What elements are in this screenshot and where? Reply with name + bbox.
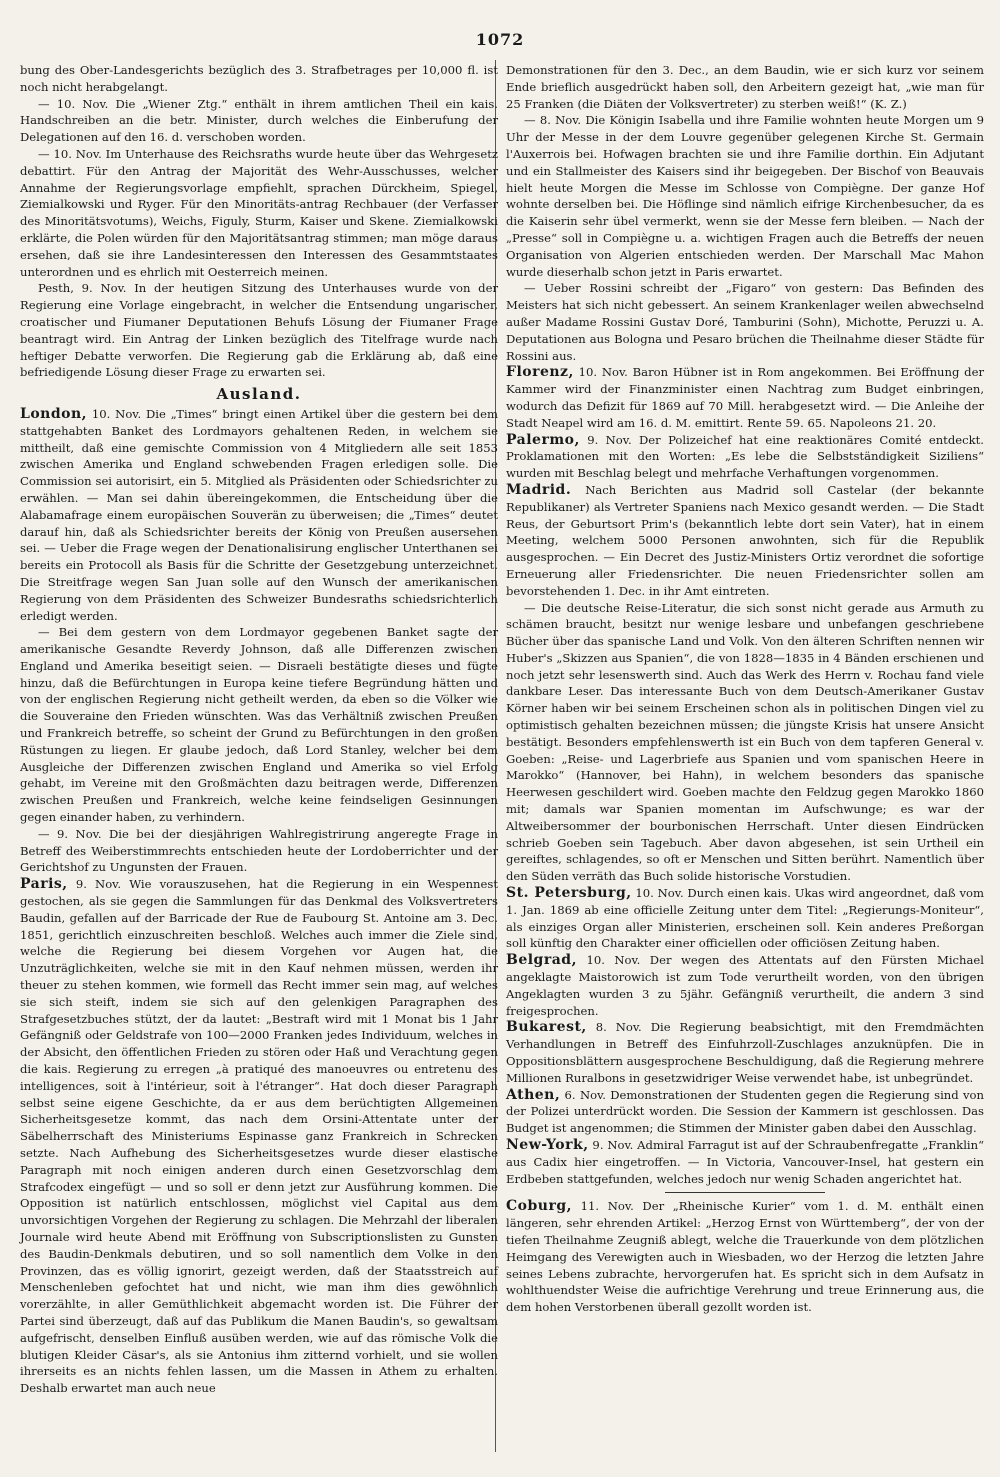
article-paragraph: — Die deutsche Reise-Literatur, die sich sonst nicht gerade aus Armuth zu schämen braucht, besitzt nur wenige lesbare und unbefangen geschriebene Bücher über das spanische Land und Volk. Von den älteren Schriften nennen wir Huber's „Skizzen aus Spanien“, die von 1828—1835 in 4 Bänden erschienen und noch jetzt sehr lesenswerth sind. Auch das Werk des Herrn v. Rochau fand viele dankbare Leser. Das interessante Buch von dem Deutsch-Amerikaner Gustav Körner haben wir bei seinem Erscheinen schon als in politischen Dingen viel zu optimistisch gehalten bezeichnen müssen; die jüngste Krisis hat unsere Ansicht bestätigt. Besonders empfehlenswerth ist ein Buch von dem tapferen General v. Goeben: „Reise- und Lagerbriefe aus Spanien und vom spanischen Heere in Marokko“ (Hannover, bei Hahn), in welchem besonders das spanische Heerwesen geschildert wird. Goeben machte den Feldzug gegen Marokko 1860 mit; damals war Spanien momentan im Aufschwunge; es war der Altweibersommer der bourbonischen Herrschaft. Unter diesen Eindrücken schrieb Goeben sein Tagebuch. Aber davon abgesehen, ist sein Urtheil ein gereiftes, schlagendes, so oft er Menschen und Sitten berührt. Namentlich über den Süden verräth das Buch solide historische Vorstudien.: [506, 600, 984, 884]
article-paragraph: — 8. Nov. Die Königin Isabella und ihre Familie wohnten heute Morgen um 9 Uhr der Messe in der dem Louvre gegenüber gelegenen Kirche St. Germain l'Auxerrois bei. Hofwagen brachten sie und ihre Familie dorthin. Ein Adjutant und ein Stallmeister des Kaisers sind ihr beigegeben. Der Bischof von Beauvais hielt heute Morgen die Messe im Schlosse von Compiègne. Der ganze Hof wohnte derselben bei. Die Höflinge sind nämlich eifrige Kirchenbesucher, da es die Kaiserin sehr übel vermerkt, wenn sie der Messe fern bleiben. — Nach der „Presse“ soll in Compiègne u. a. wichtigen Fragen auch die Betreffs der neuen Organisation von Algerien entschieden werden. Der Marschall Mac Mahon wurde dieserhalb schon jetzt in Paris erwartet.: [506, 113, 984, 279]
article-athen: [506, 1087, 984, 1137]
dateline-place: Palermo,: [506, 431, 580, 448]
article-text: 11. Nov. Der „Rheinische Kurier“ vom 1. d. M. enthält einen längeren, sehr ehrenden Artikel: „Herzog Ernst von Württemberg“, der von der tiefen Theilnahme Zeugniß ablegt, welche die Trauerkunde von dem plötzlichen Heimgang des Verewigten auch in Wiesbaden, wo der Herzog die letzten Jahre seines Lebens zubrachte, hervorgerufen hat. Es spricht sich in dem Aufsatz in wohlthuendster Weise die aufrichtige Verehrung und treue Erinnerung aus, die dem hohen Verstorbenen überall gezollt worden ist.: [506, 1199, 984, 1315]
article-paragraph: Demonstrationen für den 3. Dec., an dem Baudin, wie er sich kurz vor seinem Ende brieflich ausgedrückt haben soll, den Arbeitern gezeigt hat, „wie man für 25 Franken (die Diäten der Volksvertreter) zu sterben weiß!“ (K. Z.): [506, 63, 984, 111]
article-paragraph: — Ueber Rossini schreibt der „Figaro“ von gestern: Das Befinden des Meisters hat sich nicht gebessert. An seinem Krankenlager weilen abwechselnd außer Madame Rossini Gustav Doré, Tamburini (Sohn), Michotte, Peruzzi u. A. Deputationen aus Bologna und Pesaro brüchen die Theilnahme dieser Städte für Rossini aus.: [506, 281, 984, 363]
article-paragraph: bung des Ober-Landesgerichts bezüglich des 3. Strafbetrages per 10,000 fl. ist noch nicht herabgelangt.: [20, 63, 498, 94]
dateline-place: Florenz,: [506, 364, 574, 381]
dateline-place: St. Petersburg,: [506, 885, 632, 902]
article-paragraph: — 9. Nov. Die bei der diesjährigen Wahlregistrirung angeregte Frage in Betreff des Weiberstimmrechts entschieden heute der Lordoberrichter und der Gerichtshof zu Ungunsten der Frauen.: [20, 826, 498, 875]
dateline-place: Bukarest,: [506, 1019, 587, 1036]
article-petersburg: [506, 885, 984, 952]
article-paragraph: Pesth, 9. Nov. In der heutigen Sitzung des Unterhauses wurde von der Regierung eine Vorlage eingebracht, in welcher die Entsendung ungarischer, croatischer und Fiumaner Deputationen Behufs Lösung der Fiumaner Frage beantragt wird. Ein Antrag der Linken bezüglich des Titelfrage wurde nach heftiger Debatte verworfen. Die Regierung gab die Erklärung ab, daß eine befriedigende Lösung dieser Frage zu erwarten sei.: [20, 281, 498, 380]
dateline-place: Athen,: [506, 1086, 561, 1103]
article-text: 10. Nov. Der wegen des Attentats auf den Fürsten Michael angeklagte Maistorowich ist zum Tode verurtheilt worden, von den übrigen Angeklagten wurden 3 zu 5jähr. Gefängniß verurtheilt, die andern 3 sind freigesprochen.: [506, 953, 984, 1018]
article-text: Nach Berichten aus Madrid soll Castelar (der bekannte Republikaner) als Vertreter Spaniens nach Mexico gesandt werden. — Die Stadt Reus, der Geburtsort Prim's (bekanntlich lebte dort sein Vater), hat in einem Meeting, welchem 5000 Personen anwohnten, sich für die Republik ausgesprochen. — Ein Decret des Justiz-Ministers Ortiz verordnet die sofortige Erneuerung aller Friedensrichter. Die neuen Friedensrichter sollen am bevorstehenden 1. Dec. in ihr Amt eintreten.: [506, 482, 984, 598]
article-palermo: [506, 432, 984, 482]
article-paragraph: — 10. Nov. Im Unterhause des Reichsraths wurde heute über das Wehrgesetz debattirt. Für den Antrag der Majorität des Wehr-Ausschusses, welcher Annahme der Regierungsvorlage empfiehlt, sprachen Dürckheim, Spiegel, Ziemialkowski und Ryger. Für den Minoritäts-antrag Rechbauer (der Verfasser des Minoritätsvotums), Weichs, Figuly, Sturm, Kaiser und Skene. Ziemialkowski erklärte, die Polen würden für den Majoritätsantrag stimmen; man möge daraus ersehen, daß sie ihre Landesinteressen den Interessen des Gesammtstaates unterordnen und es ehrlich mit Oesterreich meinen.: [20, 146, 498, 279]
dateline-place: New-York,: [506, 1137, 589, 1153]
article-text: 9. Nov. Admiral Farragut ist auf der Schraubenfregatte „Franklin“ aus Cadix hier eingetroffen. — In Victoria, Vancouver-Insel, hat gestern ein Erdbeben stattgefunden, welches jedoch nur wenig Schaden angerichtet hat.: [506, 1138, 984, 1186]
article-florenz: [506, 364, 984, 431]
article-coburg: [506, 1198, 984, 1316]
dateline-place: Coburg,: [506, 1198, 572, 1215]
right-column: [506, 62, 984, 1316]
article-text: 10. Nov. Baron Hübner ist in Rom angekommen. Bei Eröffnung der Kammer wird der Finanzminister einen Nachtrag zum Budget einbringen, wodurch das Defizit für 1869 auf 70 Mill. herabgesetzt wird. — Die Anleihe der Stadt Neapel wird am 16. d. M. emittirt. Rente 59. 65. Napoleons 21. 20.: [506, 365, 984, 430]
article-bukarest: [506, 1019, 984, 1086]
dateline-place: London,: [20, 405, 88, 422]
article-paragraph: — Bei dem gestern von dem Lordmayor gegebenen Banket sagte der amerikanische Gesandte Reverdy Johnson, daß alle Differenzen zwischen England und Amerika beseitigt seien. — Disraeli bestätigte dieses und fügte hinzu, daß die Befürchtungen in Europa keine tiefere Begründung hätten und von der englischen Regierung nicht getheilt werden, da eben so die Völker wie die Souveraine den Frieden wünschten. Was das Verhältniß zwischen Preußen und Frankreich betreffe, so scheint der Grund zu Befürchtungen in den großen Rüstungen zu liegen. Er glaube jedoch, daß Lord Stanley, welcher bei dem Ausgleiche der Differenzen zwischen England und Amerika so viel Erfolg gehabt, im Vereine mit den Großmächten dazu beitragen werde, Differenzen zwischen Preußen und Frankreich, welche keine feindseligen Gesinnungen gegen einander haben, zu verhindern.: [20, 625, 498, 825]
article-text: 10. Nov. Die „Times“ bringt einen Artikel über die gestern bei dem stattgehabten Banket des Lordmayors gehaltenen Reden, in welchem sie mittheilt, daß eine gemischte Commission von 4 Mitgliedern alle seit 1853 zwischen Amerika und England schwebenden Fragen erledigen solle. Die Commission sei autorisirt, ein 5. Mitglied als Präsidenten oder Schiedsrichter zu erwählen. — Man sei dahin übereingekommen, die Entscheidung über die Alabamafrage einem europäischen Souverän zu überweisen; die „Times“ deutet darauf hin, daß als Schiedsrichter bereits der König von Preußen ausersehen sei. — Ueber die Frage wegen der Denationalisirung englischer Unterthanen sei bereits ein Protocoll als Basis für die Schritte der Gesetzgebung unterzeichnet. Die Streitfrage wegen San Juan solle auf den Wunsch der amerikanischen Regierung von dem Präsidenten des Schweizer Bundesraths schiedsrichterlich erledigt werden.: [20, 406, 498, 623]
dateline-place: Madrid.: [506, 481, 572, 498]
article-paris: [20, 876, 498, 1397]
article-paragraph: — 10. Nov. Die „Wiener Ztg.“ enthält in ihrem amtlichen Theil ein kais. Handschreiben an die betr. Minister, durch welches die Einberufung der Delegationen auf den 16. d. verschoben worden.: [20, 96, 498, 145]
article-text: 10. Nov. Durch einen kais. Ukas wird angeordnet, daß vom 1. Jan. 1869 ab eine officielle Zeitung unter dem Titel: „Regierungs-Moniteur“, als einziges Organ aller Ministerien, erscheinen soll. Kein anderes Preßorgan soll künftig den Charakter einer officiellen oder officiösen Zeitung haben.: [506, 886, 984, 951]
article-madrid: [506, 482, 984, 600]
article-london: [20, 406, 498, 624]
article-belgrad: [506, 952, 984, 1019]
article-text: 9. Nov. Der Polizeichef hat eine reaktionäres Comité entdeckt. Proklamationen mit den Worten: „Es lebe die Selbstständigkeit Siziliens“ wurden mit Beschlag belegt und mehrfache Verhaftungen vorgenommen.: [506, 432, 984, 481]
article-text: 6. Nov. Demonstrationen der Studenten gegen die Regierung sind von der Polizei unterdrückt worden. Die Session der Kammern ist geschlossen. Das Budget ist angenommen; die Stimmen der Minister gaben dabei den Ausschlag.: [506, 1087, 984, 1136]
article-text: 9. Nov. Wie vorauszusehen, hat die Regierung in ein Wespennest gestochen, als sie gegen die Sammlungen für das Denkmal des Volksvertreters Baudin, gefallen auf der Barricade der Rue de Faubourg St. Antoine am 3. Dec. 1851, gerichtlich einzuschreiten beschloß. Welches auch immer die Ziele sind, welche die Regierung bei diesem Vorgehen vor Augen hat, die Unzuträglichkeiten, welche sie mit in den Kauf nehmen müssen, werden ihr theuer zu stehen kommen, wie formell das Recht immer sein mag, auf welches sie sich steift, indem sie sich auf den gelenkigen Paragraphen des Strafgesetzbuches stützt, der da lautet: „Bestraft wird mit 1 Monat bis 1 Jahr Gefängniß oder Geldstrafe von 100—2000 Franken jedes Individuum, welches in der Absicht, den öffentlichen Frieden zu stören oder Haß und Verachtung gegen die kais. Regierung zu erregen „à pratiqué des manoeuvres ou entretenu des intelligences, soit à l'intérieur, soit à l'étranger“. Hat doch dieser Paragraph selbst seine eigene Geschichte, da er aus dem berüchtigten Allgemeinen Sicherheitsgesetze kommt, das nach dem Orsini-Attentate unter der Säbelherrschaft des Ministeriums Espinasse ganz Frankreich in Schrecken setzte. Nach Aufhebung des Sicherheitsgesetzes wurde dieser elastische Paragraph mit noch einigen anderen durch einen Gesetzvorschlag dem Strafcodex eingefügt — und so soll er denn jetzt zur Ausführung kommen. Die Opposition ist natürlich entschlossen, möglichst viel Capital aus dem unvorsichtigen Vorgehen der Regierung zu schlagen. Die Mehrzahl der liberalen Journale wird heute Abend mit Eröffnung von Subscriptionslisten zu Gunsten des Baudin-Denkmals debutiren, und so soll namentlich dem Volke in den Provinzen, das es völlig ignorirt, gezeigt werden, daß der Staatsstreich auf Menschenleben gefochtet hat und nicht, wie man ihm dies gewöhnlich vorerzählte, in aller Gemüthlichkeit abgemacht worden ist. Die Führer der Partei sind überzeugt, daß auf das Publikum die Manen Baudin's, so gewaltsam aufgefrischt, denselben Einfluß ausüben werden, wie auf das römische Volk die blutigen Kleider Cäsar's, als sie Antonius ihm zitternd vorhielt, und sie wollen ihrerseits es an nichts fehlen lassen, um die Massen in Athem zu erhalten. Deshalb erwartet man auch neue: [20, 877, 498, 1396]
article-text: 8. Nov. Die Regierung beabsichtigt, mit den Fremdmächten Verhandlungen in Betreff des Einfuhrzoll-Zuschlages anzuknüpfen. Die in Oppositionsblättern ausgesprochene Beschuldigung, daß die Regierung mehrere Millionen Ruralbons in gesetzwidriger Weise verwendet habe, ist unbegründet.: [506, 1020, 984, 1085]
dateline-place: Belgrad,: [506, 952, 577, 969]
left-column: [20, 62, 498, 1397]
article-newyork: [506, 1137, 984, 1187]
page-number: 1072: [475, 30, 525, 49]
separator-rule: [665, 1192, 825, 1193]
section-heading-ausland: Ausland.: [216, 385, 302, 404]
dateline-place: Paris,: [20, 876, 68, 893]
